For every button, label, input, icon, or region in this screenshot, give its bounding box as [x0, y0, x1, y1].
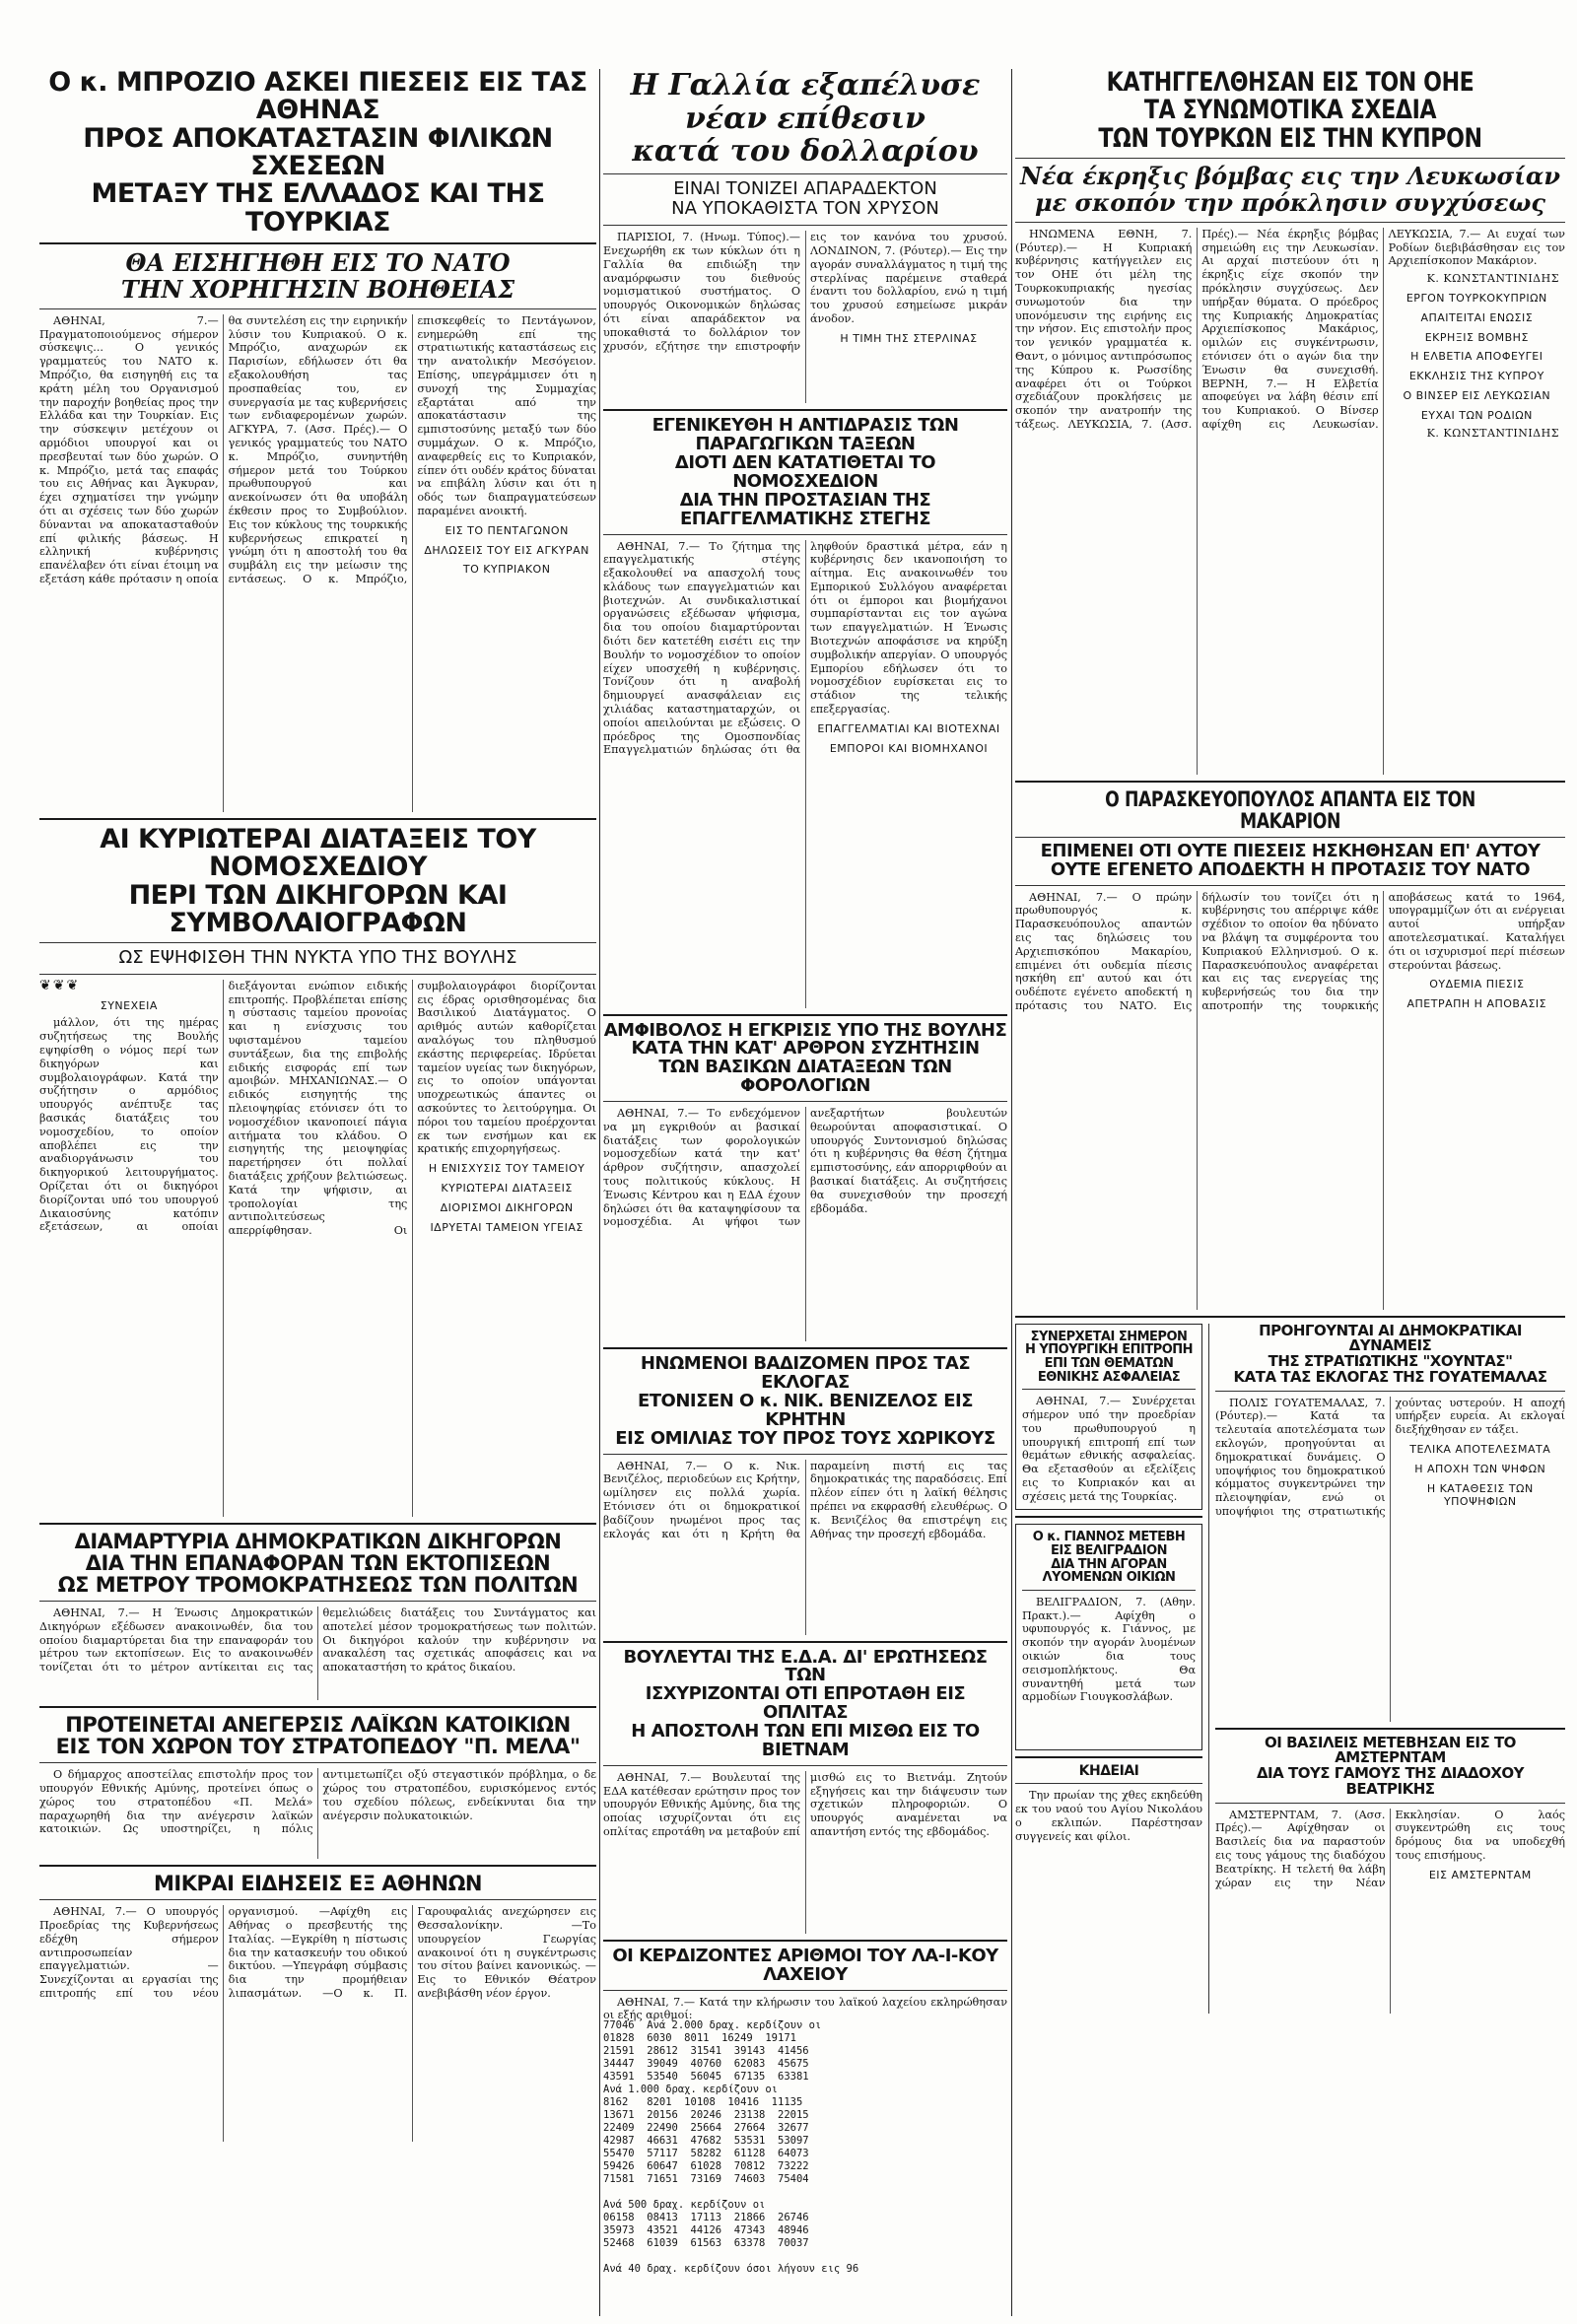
paraskevopoulos-deck [1015, 840, 1565, 880]
headline-line: ΣΥΝΕΡΧΕΤΑΙ ΣΗΜΕΡΟΝ [1030, 1329, 1188, 1344]
headline-line: ΠΕΡΙ ΤΩΝ ΔΙΚΗΓΟΡΩΝ ΚΑΙ ΣΥΜΒΟΛΑΙΟΓΡΑΦΩΝ [128, 879, 508, 938]
subheading: ΙΔΡΥΕΤΑΙ ΤΑΜΕΙΟΝ ΥΓΕΙΑΣ [430, 1220, 583, 1234]
tax-article [603, 1022, 1007, 1342]
eda-body [603, 1771, 1007, 1934]
democratic-headline [39, 1531, 596, 1596]
article-text: ΑΘΗΝΑΙ, 7.— Η Ένωσις Δημοκρατικών Δικηγόρων εξέδωσεν ανακοινωθέν, δια του οποίου διαμαρτύρεται δια την επαναφοράν του μέτρου των εκτοπίσεων. Εις το ανακοινωθέν τονίζεται ότι το μέτρον αντίκειται εις τας θεμελιώδεις διατάξεις του Συντάγματος και αποτελεί μέσον τρομοκρατήσεως των πολιτών. Οι δικηγόροι καλούν την κυβέρνησιν να ανακαλέση τας σχετικάς αποφάσεις και να αποκαταστήση το κράτος δικαίου. [39, 1606, 596, 1675]
byline: Κ. ΚΩΝΣΤΑΝΤΙΝΙΔΗΣ [1426, 272, 1559, 286]
headline-line: ΕΘΝΙΚΗΣ ΑΣΦΑΛΕΙΑΣ [1037, 1369, 1181, 1385]
headline-line: ΚΑΤΑ ΤΑΣ ΕΚΛΟΓΑΣ ΤΗΣ ΓΟΥΑΤΕΜΑΛΑΣ [1233, 1367, 1547, 1386]
belgrade-headline [1022, 1531, 1196, 1585]
producers-body [603, 540, 1007, 1008]
belgrade-body [1022, 1596, 1196, 1743]
paraskevopoulos-headline: Ο ΠΑΡΑΣΚΕΥΟΠΟΥΛΟΣ ΑΠΑΝΤΑ ΕΙΣ ΤΟΝ ΜΑΚΑΡΙΟΝ [1105, 787, 1475, 833]
headline-line: ΕΓΕΝΙΚΕΥΘΗ Η ΑΝΤΙΔΡΑΣΙΣ ΤΩΝ ΠΑΡΑΓΩΓΙΚΩΝ ΤΑΞΕΩΝ [651, 417, 959, 455]
france-article [603, 69, 1007, 403]
subheading: ΣΥΝΕΧΕΙΑ [100, 998, 158, 1012]
camp-body [39, 1768, 596, 1859]
bill-article [39, 826, 596, 1517]
ornament-icon: ❦❦❦ [39, 977, 81, 993]
cooperation-body [1022, 1395, 1196, 1503]
headline-line: ΤΩΝ ΤΟΥΡΚΩΝ ΕΙΣ ΤΗΝ ΚΥΠΡΟΝ [1098, 122, 1482, 154]
article-text: ΒΕΛΙΓΡΑΔΙΟΝ, 7. (Αθην. Πρακτ.).— Αφίχθη ο υφυπουργός κ. Γιάννος, με σκοπόν την αγοράν λυομένων οικιών δια τους σεισμοπλήκτους. Θα συναντηθή μετά των αρμοδίων Γιουγκοσλάβων. [1022, 1595, 1196, 1704]
lottery-headline: ΟΙ ΚΕΡΔΙΖΟΝΤΕΣ ΑΡΙΘΜΟΙ ΤΟΥ ΛΑ-Ι-ΚΟΥ ΛΑΧΕΙΟΥ [612, 1947, 998, 1985]
subheading: ΑΠΑΙΤΕΙΤΑΙ ΕΝΩΣΙΣ [1420, 310, 1534, 324]
producers-article [603, 417, 1007, 1007]
column-rule [1208, 1324, 1209, 2014]
byline: Κ. ΚΩΝΣΤΑΝΤΙΝΙΔΗΣ [1426, 426, 1559, 440]
left-column [39, 69, 596, 2316]
headline-line: ΒΟΥΛΕΥΤΑΙ ΤΗΣ Ε.Δ.Α. ΔΙ' ΕΡΩΤΗΣΕΩΣ ΤΩΝ [623, 1648, 988, 1686]
bill-deck: ΩΣ ΕΨΗΦΙΣΘΗ ΤΗΝ ΝΥΚΤΑ ΥΠΟ ΤΗΣ ΒΟΥΛΗΣ [118, 947, 517, 969]
headline-line: ΠΡΟΣ ΑΠΟΚΑΤΑΣΤΑΣΙΝ ΦΙΛΙΚΩΝ ΣΧΕΣΕΩΝ [83, 122, 553, 182]
subheading: Η ΚΑΤΑΘΕΣΙΣ ΤΩΝ ΥΠΟΨΗΦΙΩΝ [1426, 1481, 1534, 1509]
subheading: ΚΥΡΙΩΤΕΡΑΙ ΔΙΑΤΑΞΕΙΣ [441, 1182, 573, 1196]
right-column [1015, 69, 1565, 2316]
article-text: ΠΟΛΙΣ ΓΟΥΑΤΕΜΑΛΑΣ, 7. (Ρόυτερ).— Κατά τα τελευταία αποτελέσματα των εκλογών, προηγούνται αι δημοκρατικαί δυνάμεις. Ο υποψήφιος του δημοκρατικού κόμματος συγκεντρώνει την πλειοψηφίαν, ενώ οι υποψήφιοι της στρατιωτικής χούντας υστερούν. Η αποχή υπήρξεν ευρεία. Αι εκλογαί διεξήχθησαν εν τάξει. [1215, 1396, 1565, 1519]
article-text: ΑΘΗΝΑΙ, 7.— Κατά την κλήρωσιν του λαϊκού λαχείου εκληρώθησαν οι εξής αριθμοί: [603, 1995, 1007, 2022]
subheading: ΕΥΧΑΙ ΤΩΝ ΡΟΔΙΩΝ [1420, 408, 1533, 422]
democratic-body [39, 1606, 596, 1700]
headline-line: ΕΤΟΝΙΣΕΝ Ο κ. ΝΙΚ. ΒΕΝΙΖΕΛΟΣ ΕΙΣ ΚΡΗΤΗΝ [637, 1390, 974, 1430]
headline-line: ΔΙΑΜΑΡΤΥΡΙΑ ΔΗΜΟΚΡΑΤΙΚΩΝ ΔΙΚΗΓΟΡΩΝ [74, 1530, 562, 1553]
article-text: ΑΘΗΝΑΙ, 7.— Το ενδεχόμενον να μη εγκριθούν αι βασικαί διατάξεις των φορολογικών νομοσχεδίων κατά την κατ' άρθρον συζήτησιν, απασχολεί τους πολιτικούς κύκλους. Η Ένωσις Κέντρου και η ΕΔΑ έχουν δηλώσει ότι θα καταψηφίσουν τα νομοσχέδια. Αι ψήφοι των ανεξαρτήτων βουλευτών θεωρούνται αποφασιστικαί. Ο υπουργός Συντονισμού δηλώσας ότι η κυβέρνησις θα θέση ζήτημα εμπιστοσύνης, εάν απορριφθούν αι βασικαί διατάξεις. Αι συζητήσεις θα συνεχισθούν την προσεχή εβδομάδα. [603, 1107, 1007, 1229]
briefs-headline: ΜΙΚΡΑΙ ΕΙΔΗΣΕΙΣ ΕΞ ΑΘΗΝΩΝ [153, 1873, 482, 1896]
headline-line: ΔΙΟΤΙ ΔΕΝ ΚΑΤΑΤΙΘΕΤΑΙ ΤΟ ΝΟΜΟΣΧΕΔΙΟΝ [674, 451, 936, 492]
subheading: ΕΙΣ ΑΜΣΤΕΡΝΤΑΜ [1428, 1868, 1532, 1881]
headline-line: ΕΙΣ ΤΟΝ ΧΩΡΟΝ ΤΟΥ ΣΤΡΑΤΟΠΕΔΟΥ "Π. ΜΕΛΑ" [55, 1735, 581, 1759]
venizelos-headline [603, 1355, 1007, 1448]
bill-headline [39, 826, 596, 937]
lottery-article [603, 1948, 1007, 2276]
headline-line: ΗΝΩΜΕΝΟΙ ΒΑΔΙΖΟΜΕΝ ΠΡΟΣ ΤΑΣ ΕΚΛΟΓΑΣ [640, 1355, 971, 1393]
subheading: Η ΑΠΟΧΗ ΤΩΝ ΨΗΦΩΝ [1414, 1462, 1546, 1475]
headline-line: ΑΜΦΙΒΟΛΟΣ Η ΕΓΚΡΙΣΙΣ ΥΠΟ ΤΗΣ ΒΟΥΛΗΣ [603, 1021, 1007, 1041]
deck-line: ΕΙΝΑΙ ΤΟΝΙΖΕΙ ΑΠΑΡΑΔΕΚΤΟΝ [673, 177, 937, 199]
article-text: ΑΘΗΝΑΙ, 7.— Συνέρχεται σήμερον υπό την προεδρίαν του πρωθυπουργού η υπουργική επιτροπή επί των θεμάτων εθνικής ασφαλείας. Θα εξετασθούν αι εξελίξεις εις το Κυπριακόν και αι σχέσεις μετά της Τουρκίας. [1022, 1395, 1196, 1503]
headline-line: ΑΙ ΚΥΡΙΩΤΕΡΑΙ ΔΙΑΤΑΞΕΙΣ ΤΟΥ ΝΟΜΟΣΧΕΔΙΟΥ [100, 825, 536, 883]
headline-line: ΔΙΑ ΤΗΝ ΠΡΟΣΤΑΣΙΑΝ ΤΗΣ ΕΠΑΓΓΕΛΜΑΤΙΚΗΣ ΣΤΕΓΗΣ [679, 489, 931, 529]
article-text: ΠΑΡΙΣΙΟΙ, 7. (Ηνωμ. Τύπος).— Ενεχωρήθη εκ των κύκλων ότι η Γαλλία θα επιδιώξη την αναμόρφωσιν του διεθνούς νομισματικού συστήματος. Ο υπουργός Οικονομικών δηλώσας ότι είναι απαράδεκτον να υποκαθιστά το δολλάριον τον χρυσόν, εζήτησε την επιστροφήν εις τον κανόνα του χρυσού. ΛΟΝΔΙΝΟΝ, 7. (Ρόυτερ).— Εις την αγοράν συναλλάγματος η τιμή της στερλίνας παρέμεινε σταθερά έναντι του δολλαρίου, ενώ η τιμή του χρυσού εσημείωσε μικράν άνοδον. [603, 231, 1007, 353]
headline-line: ΤΩΝ ΒΑΣΙΚΩΝ ΔΙΑΤΑΞΕΩΝ ΤΩΝ ΦΟΡΟΛΟΓΙΩΝ [658, 1057, 952, 1097]
headline-line: ΠΡΟΤΕΙΝΕΤΑΙ ΑΝΕΓΕΡΣΙΣ ΛΑΪΚΩΝ ΚΑΤΟΙΚΙΩΝ [65, 1714, 571, 1738]
article-text: ΗΝΩΜΕΝΑ ΕΘΝΗ, 7. (Ρόυτερ).— Η Κυπριακή κυβέρνησις κατήγγειλεν εις τον ΟΗΕ ότι μέλη της Τουρκοκυπριακής ηγεσίας συνωμοτούν δια την υπονόμευσιν της ειρήνης εις την νήσον. Εις επιστολήν προς τον γενικόν γραμματέα κ. Θαντ, ο μόνιμος αντιπρόσωπος της Κύπρου κ. Ρωσσίδης αναφέρει ότι οι Τούρκοι σχεδιάζουν προκλήσεις με σκοπόν την ανατροπήν της τάξεως. ΛΕΥΚΩΣΙΑ, 7. (Ασσ. Πρές).— Νέα έκρηξις βόμβας σημειώθη εις την Λευκωσίαν. Αι αρχαί πιστεύουν ότι η έκρηξις είχε σκοπόν την πρόκλησιν συγχύσεως. Δεν υπήρξαν θύματα. Ο πρόεδρος της Κυπριακής Δημοκρατίας Αρχιεπίσκοπος Μακάριος, ομιλών εις συγκέντρωσιν, ετόνισεν ότι ο αγών δια την Ένωσιν θα συνεχισθή. ΒΕΡΝΗ, 7.— Η Ελβετία αποφεύγει να λάβη θέσιν επί του Κυπριακού. Ο Βίνσερ αφίχθη εις Λευκωσίαν. ΛΕΥΚΩΣΙΑ, 7.— Αι ευχαί των Ροδίων διεβιβάσθησαν εις τον Αρχιεπίσκοπον Μακάριον. [1015, 227, 1565, 431]
subheading: ΕΚΡΗΞΙΣ ΒΟΜΒΗΣ [1424, 330, 1529, 344]
article-text: ΑΘΗΝΑΙ, 7.— Το ζήτημα της επαγγελματικής στέγης εξακολουθεί να απασχολή τους κλάδους των επαγγελματιών και βιοτεχνών. Αι συνδικαλιστικαί οργανώσεις εξέδωσαν ψήφισμα, δια του οποίου διαμαρτύρονται διότι δεν κατετέθη εισέτι εις την Βουλήν το νομοσχέδιον το οποίον είχεν υποσχεθή η κυβέρνησις. Τονίζουν ότι η αναβολή δημιουργεί ανασφάλειαν εις χιλιάδας καταστηματαρχών, οι οποίοι απειλούνται με εξώσεις. Ο πρόεδρος της Ομοσπονδίας Επαγγελματιών δηλώσας ότι θα ληφθούν δραστικά μέτρα, εάν η κυβέρνησις δεν ικανοποιήση το αίτημα. Εις ανακοινωθέν του Εμπορικού Συλλόγου αναφέρεται ότι οι έμποροι και βιομήχανοι συμπαρίστανται εις τον αγώνα των επαγγελματιών. Η Ένωσις Βιοτεχνών αποφάσισε να κηρύξη συμβολικήν απεργίαν. Ο υπουργός Εμπορίου εδήλωσεν ότι το νομοσχέδιον ευρίσκεται εις το στάδιον της τελικής επεξεργασίας. [603, 539, 1007, 757]
article-text: ΑΘΗΝΑΙ, 7.— Πραγματοποιούμενος σήμερον σύσκεψις... Ο γενικός γραμματεύς του ΝΑΤΟ κ. Μπρόζιο, θα εισηγηθή εις τα κράτη μέλη του Οργανισμού την παροχήν βοηθείας προς την Ελλάδα και την Τουρκίαν. Εις την σύσκεψιν μετέχουν οι αρμόδιοι υπουργοί και οι πρεσβευταί των δύο χωρών. Ο κ. Μπρόζιο, μετά τας επαφάς του εις Αθήνας και Άγκυραν, έχει σχηματίσει την γνώμην ότι αι σχέσεις των δύο χωρών δύνανται να αποκατασταθούν επί φιλικής βάσεως. Η ελληνική κυβέρνησις επανέλαβεν ότι είναι έτοιμη να εξετάση κάθε πρότασιν η οποία θα συντελέση εις την ειρηνικήν λύσιν του Κυπριακού. Ο κ. Μπρόζιο, αναχωρών εκ Παρισίων, εδήλωσεν ότι θα εξακολουθήση τας προσπαθείας του, εν συνεργασία με τας κυβερνήσεις των ενδιαφερομένων χωρών. ΑΓΚΥΡΑ, 7. (Ασσ. Πρές).— Ο γενικός γραμματεύς του ΝΑΤΟ κ. Μπρόζιο, συνηντήθη σήμερον μετά του Τούρκου πρωθυπουργού και ανεκοίνωσεν ότι θα υποβάλη έκθεσιν προς το Συμβούλιον. Εις τον κύκλους της τουρκικής κυβερνήσεως επικρατεί η γνώμη ότι η αποστολή του θα συμβάλη εις την μείωσιν της εντάσεως. Ο κ. Μπρόζιο, επισκεφθείς το Πεντάγωνον, ενημερώθη επί της στρατιωτικής καταστάσεως εις την ανατολικήν Μεσόγειον. Επίσης, υπεγράμμισεν ότι η συνοχή της Συμμαχίας εξαρτάται από την αποκατάστασιν της εμπιστοσύνης μεταξύ των δύο συμμάχων. Ο κ. Μπρόζιο, αναφερθείς εις το Κυπριακόν, είπεν ότι ουδέν κράτος δύναται να επιβάλη λύσιν και ότι η οδός των διαπραγματεύσεων παραμένει ανοικτή. [39, 313, 596, 585]
tax-body [603, 1107, 1007, 1341]
lower-right-section [1015, 1324, 1565, 2014]
subheading: ΕΚΚΛΗΣΙΣ ΤΗΣ ΚΥΠΡΟΥ [1408, 370, 1544, 383]
cooperation-article [1015, 1324, 1202, 1511]
france-body [603, 231, 1007, 403]
subheading: ΔΙΟΡΙΣΜΟΙ ΔΙΚΗΓΟΡΩΝ [440, 1200, 574, 1214]
deck-line: ΤΗΝ ΧΟΡΗΓΗΣΙΝ ΒΟΗΘΕΙΑΣ [120, 274, 515, 304]
cooperation-headline [1022, 1331, 1196, 1385]
briefs-article [39, 1873, 596, 2142]
france-deck [603, 179, 1007, 220]
headline-line: ΜΕΤΑΞΥ ΤΗΣ ΕΛΛΑΔΟΣ ΚΑΙ ΤΗΣ ΤΟΥΡΚΙΑΣ [91, 178, 545, 238]
paraskevopoulos-body [1015, 891, 1565, 1310]
lead-headline [39, 69, 596, 237]
headline-line: κατά του δολλαρίου [632, 134, 979, 170]
democratic-lawyers-article [39, 1531, 596, 1700]
column-rule [1011, 69, 1012, 2316]
headline-line: Ο κ. ΓΙΑΝΝΟΣ ΜΕΤΕΒΗ [1032, 1530, 1186, 1545]
eda-headline [603, 1649, 1007, 1760]
headline-line: ΤΑ ΣΥΝΩΜΟΤΙΚΑ ΣΧΕΔΙΑ [1143, 95, 1437, 126]
guatemala-body [1215, 1397, 1565, 1722]
headline-line: ΛΥΟΜΕΝΩΝ ΟΙΚΙΩΝ [1042, 1570, 1176, 1586]
un-headline [1064, 69, 1516, 153]
subheading: Η ΤΙΜΗ ΤΗΣ ΣΤΕΡΛΙΝΑΣ [840, 331, 978, 345]
article-text: Την πρωίαν της χθες εκηδεύθη εκ του ναού του Αγίου Νικολάου ο εκλιπών. Παρέστησαν συγγενείς και φίλοι. [1015, 1789, 1202, 1843]
beatrix-article [1215, 1736, 1565, 2014]
briefs-body [39, 1905, 596, 2142]
lead-body [39, 314, 596, 812]
lottery-numbers: 77046 Ανά 2.000 δραχ. κερδίζουν οι 01828 6030 8011 16249 19171 21591 28612 31541 39143 41456 34447 39049 40760 62083 45675 43591 53540 56045 67135 63381 Ανά 1.000 δραχ. κερδίζουν οι 8162 8201 10108 10416 11135 13671 20156 20246 23138 22015 22409 22490 25664 27664 32677 42987 46631 47682 53531 53097 55470 57117 58282 61128 64073 59426 60647 61028 70812 73222 71581 71651 73169 74603 75404 Ανά 500 δραχ. κερδίζουν οι 06158 08413 17113 21866 26746 35973 43521 44126 47343 48946 52468 61039 61563 63378 70037 Ανά 40 δραχ. κερδίζουν όσοι λήγουν εις 96 [603, 2018, 859, 2275]
subheading: ΤΟ ΚΥΠΡΙΑΚΟΝ [462, 563, 551, 577]
funerals-body [1015, 1789, 1202, 1956]
deck-line: με σκοπόν την πρόκλησιν συγχύσεως [1035, 187, 1545, 217]
lower-right-subcolumn [1015, 1324, 1202, 2014]
guatemala-article [1215, 1324, 1565, 1722]
producers-headline [603, 417, 1007, 528]
headline-line: ΤΗΣ ΣΤΡΑΤΙΩΤΙΚΗΣ "ΧΟΥΝΤΑΣ" [1268, 1352, 1513, 1371]
subheading: ΑΠΕΤΡΑΠΗ Η ΑΠΟΒΑΣΙΣ [1406, 997, 1547, 1011]
guatemala-headline [1215, 1324, 1565, 1386]
un-article [1015, 69, 1565, 775]
article-text: Ο δήμαρχος αποστείλας επιστολήν προς τον υπουργόν Εθνικής Αμύνης, προτείνει όπως ο χώρος του στρατοπέδου «Π. Μελά» παραχωρηθή δια την ανέγερσιν λαϊκών κατοικιών. Ως υποστηρίζει, η πόλις αντιμετωπίζει οξύ στεγαστικόν πρόβλημα, ο δε χώρος του στρατοπέδου, ευρισκόμενος εντός του σχεδίου πόλεως, ενδείκνυται δια την ανέγερσιν πολυκατοικιών. [39, 1768, 596, 1836]
newspaper-page [39, 69, 1565, 2316]
headline-line: ΙΣΧΥΡΙΖΟΝΤΑΙ ΟΤΙ ΕΠΡΟΤΑΘΗ ΕΙΣ ΟΠΛΙΤΑΣ [645, 1683, 966, 1724]
subheading: ΤΕΛΙΚΑ ΑΠΟΤΕΛΕΣΜΑΤΑ [1409, 1443, 1551, 1457]
headline-line: ΔΙΑ ΤΟΥΣ ΓΑΜΟΥΣ ΤΗΣ ΔΙΑΔΟΧΟΥ ΒΕΑΤΡΙΚΗΣ [1256, 1764, 1525, 1798]
headline-line: ΕΠΙ ΤΩΝ ΘΕΜΑΤΩΝ [1044, 1355, 1174, 1371]
un-body [1015, 228, 1565, 775]
headline-line: Η ΑΠΟΣΤΟΛΗ ΤΩΝ ΕΠΙ ΜΙΣΘΩ ΕΙΣ ΤΟ ΒΙΕΤΝΑΜ [631, 1721, 980, 1760]
funerals-article [1015, 1764, 1202, 1957]
article-text: ΑΜΣΤΕΡΝΤΑΜ, 7. (Ασσ. Πρές).— Αφίχθησαν οι Βασιλείς δια να παραστούν εις τους γάμους της διαδόχου Βεατρίκης. Η τελετή θα λάβη χώραν εις την Νέαν Εκκλησίαν. Ο λαός συγκεντρώθη εις τους δρόμους δια να υποδεχθή τους επισήμους. [1215, 1808, 1565, 1889]
subheading: ΕΜΠΟΡΟΙ ΚΑΙ ΒΙΟΜΗΧΑΝΟΙ [829, 741, 989, 755]
headline-line: ΚΑΤΗΓΓΕΛΘΗΣΑΝ ΕΙΣ ΤΟΝ ΟΗΕ [1106, 69, 1474, 98]
subheading: Η ΕΝΙΣΧΥΣΙΣ ΤΟΥ ΤΑΜΕΙΟΥ [428, 1162, 585, 1176]
deck-line: ΟΥΤΕ ΕΓΕΝΕΤΟ ΑΠΟΔΕΚΤΗ Η ΠΡΟΤΑΣΙΣ ΤΟΥ ΝΑΤΟ [1050, 858, 1531, 880]
lottery-intro [603, 1995, 1007, 2022]
lower-right-main [1215, 1324, 1565, 2014]
headline-line: ΟΙ ΒΑΣΙΛΕΙΣ ΜΕΤΕΒΗΣΑΝ ΕΙΣ ΤΟ ΑΜΣΤΕΡΝΤΑΜ [1265, 1735, 1516, 1767]
headline-line: νέαν επίθεσιν [685, 101, 926, 136]
subheading: ΟΥΔΕΜΙΑ ΠΙΕΣΙΣ [1429, 978, 1525, 991]
subheading: ΕΠΑΓΓΕΛΜΑΤΙΑΙ ΚΑΙ ΒΙΟΤΕΧΝΑΙ [817, 721, 1000, 735]
article-text: ΑΘΗΝΑΙ, 7.— Ο πρώην πρωθυπουργός κ. Παρασκευόπουλος απαντών εις τας δηλώσεις του Αρχιεπισκόπου Μακαρίου, επιμένει ότι ουδεμία πίεσις ησκήθη επ' αυτού και ότι ουδέποτε εγένετο αποδεκτή η πρότασις του ΝΑΤΟ. Εις δήλωσίν του τονίζει ότι η κυβέρνησις του απέρριψε κάθε σχέδιον το οποίον θα ηδύνατο να βλάψη τα συμφέροντα του Κυπριακού Ελληνισμού. Ο κ. Παρασκευόπουλος αναφέρεται και εις τας ενεργείας της κυβερνήσεώς του δια την αποτροπήν της τουρκικής αποβάσεως κατά το 1964, υπογραμμίζων ότι αι ενέργειαι αυτοί υπήρξαν αποτελεσματικαί. Καταλήγει ότι οι ισχυρισμοί περί πιέσεων στερούνται βάσεως. [1015, 890, 1565, 1013]
deck-line: ΘΑ ΕΙΣΗΓΗΘΗ ΕΙΣ ΤΟ ΝΑΤΟ [125, 248, 511, 278]
headline-line: ΩΣ ΜΕΤΡΟΥ ΤΡΟΜΟΚΡΑΤΗΣΕΩΣ ΤΩΝ ΠΟΛΙΤΩΝ [57, 1572, 579, 1597]
beatrix-headline [1215, 1736, 1565, 1798]
un-deck [1015, 164, 1565, 217]
headline-line: ΕΙΣ ΟΜΙΛΙΑΣ ΤΟΥ ΠΡΟΣ ΤΟΥΣ ΧΩΡΙΚΟΥΣ [615, 1427, 995, 1449]
headline-line: ΔΙΑ ΤΗΝ ΕΠΑΝΑΦΟΡΑΝ ΤΩΝ ΕΚΤΟΠΙΣΕΩΝ [85, 1550, 551, 1575]
article-text: ΑΘΗΝΑΙ, 7.— Βουλευταί της ΕΔΑ κατέθεσαν ερώτησιν προς τον υπουργόν Εθνικής Αμύνης, δια της οποίας ισχυρίζονται ότι εις οπλίτας επροτάθη να μεταβούν επί μισθώ εις το Βιετνάμ. Ζητούν εξηγήσεις και την διάψευσιν των σχετικών πληροφοριών. Ο υπουργός αναμένεται να απαντήση εντός της εβδομάδος. [603, 1770, 1007, 1839]
article-text: μάλλον, ότι της ημέρας συζητήσεως της Βουλής εψηφίσθη ο νόμος περί των δικηγόρων και συμβολαιογράφων. Κατά την συζήτησιν ο αρμόδιος υπουργός ανέπτυξε τας βασικάς διατάξεις του νομοσχεδίου, το οποίον αποβλέπει εις την αναδιοργάνωσιν του δικηγορικού λειτουργήματος. Ορίζεται ότι οι δικηγόροι διορίζονται υπό του υπουργού Δικαιοσύνης κατόπιν εξετάσεων, αι οποίαι διεξάγονται ενώπιον ειδικής επιτροπής. Προβλέπεται επίσης η σύστασις ταμείου προνοίας και η ενίσχυσις του υφισταμένου ταμείου συντάξεων, δια της επιβολής ειδικής εισφοράς επί των αμοιβών. ΜΗΧΑΝΙΩΝΑΣ.— Ο ειδικός εισηγητής της πλειοψηφίας ετόνισεν ότι το νομοσχέδιον ικανοποιεί πάγια αιτήματα του κλάδου. Ο εισηγητής της μειοψηφίας παρετήρησεν ότι πολλαί διατάξεις χρήζουν βελτιώσεως. Κατά την ψήφισιν, αι τροπολογίαι της αντιπολιτεύσεως απερρίφθησαν. Οι συμβολαιογράφοι διορίζονται εις έδρας ορισθησομένας δια Βασιλικού Διατάγματος. Ο αριθμός αυτών καθορίζεται αναλόγως του πληθυσμού εκάστης περιφερείας. Ιδρύεται ταμείον υγείας των δικηγόρων, εις το οποίον υπάγονται υποχρεωτικώς άπαντες οι ασκούντες το λειτούργημα. Οι πόροι του ταμείου προέρχονται εκ των ενσήμων και εκ κρατικής επιχορηγήσεως. [39, 979, 596, 1238]
headline-line: Η ΥΠΟΥΡΓΙΚΗ ΕΠΙΤΡΟΠΗ [1024, 1342, 1194, 1358]
eda-article [603, 1649, 1007, 1934]
article-text: ΑΘΗΝΑΙ, 7.— Ο κ. Νικ. Βενιζέλος, περιοδεύων εις Κρήτην, ωμίλησεν εις πολλά χωρία. Ετόνισεν ότι οι δημοκρατικοί βαδίζουν ηνωμένοι προς τας εκλογάς και ότι η Κρήτη θα παραμείνη πιστή εις τας δημοκρατικάς της παραδόσεις. Επί πλέον είπεν ότι η λαϊκή θέλησις πρέπει να εκφρασθή ελευθέρως. Ο κ. Βενιζέλος θα επιστρέψη εις Αθήνας την προσεχή εβδομάδα. [603, 1459, 1007, 1540]
headline-line: ΕΙΣ ΒΕΛΙΓΡΑΔΙΟΝ [1050, 1542, 1167, 1558]
funerals-headline: ΚΗΔΕΙΑΙ [1078, 1763, 1139, 1779]
deck-line: ΝΑ ΥΠΟΚΑΘΙΣΤΑ ΤΟΝ ΧΡΥΣΟΝ [671, 198, 939, 220]
headline-line: ΚΑΤΑ ΤΗΝ ΚΑΤ' ΑΡΘΡΟΝ ΣΥΖΗΤΗΣΙΝ [631, 1038, 980, 1059]
subheading: ΕΡΓΟΝ ΤΟΥΡΚΟΚΥΠΡΙΩΝ [1406, 291, 1547, 305]
bill-body [39, 977, 596, 1517]
subheading: Η ΕΛΒΕΤΙΑ ΑΠΟΦΕΥΓΕΙ [1410, 350, 1543, 364]
france-headline [603, 69, 1007, 169]
deck-line: Νέα έκρηξις βόμβας εις την Λευκωσίαν [1020, 162, 1560, 191]
beatrix-body [1215, 1809, 1565, 2014]
paraskevopoulos-article [1015, 788, 1565, 1310]
venizelos-body [603, 1460, 1007, 1635]
deck-line: ΕΠΙΜΕΝΕΙ ΟΤΙ ΟΥΤΕ ΠΙΕΣΕΙΣ ΗΣΚΗΘΗΣΑΝ ΕΠ' ΑΥΤΟΥ [1040, 840, 1541, 861]
middle-column [603, 69, 1007, 2316]
subheading: ΔΗΛΩΣΕΙΣ ΤΟΥ ΕΙΣ ΑΓΚΥΡΑΝ [424, 543, 589, 557]
camp-headline [39, 1714, 596, 1757]
article-text: ΑΘΗΝΑΙ, 7.— Ο υπουργός Προεδρίας της Κυβερνήσεως εδέχθη σήμερον αντιπροσωπείαν επαγγελματιών. —Συνεχίζονται αι εργασίαι της επιτροπής επί του νέου οργανισμού. —Αφίχθη εις Αθήνας ο πρεσβευτής της Ιταλίας. —Εγκρίθη η πίστωσις δια την κατασκευήν του οδικού δικτύου. —Υπεγράφη σύμβασις δια την προμήθειαν λιπασμάτων. —Ο κ. Π. Γαρουφαλιάς ανεχώρησεν εις Θεσσαλονίκην. —Το υπουργείον Γεωργίας ανακοινοί ότι η συγκέντρωσις του σίτου βαίνει κανονικώς. —Εις το Εθνικόν Θέατρον ανεβιβάσθη νέον έργον. [39, 1905, 596, 2000]
belgrade-article [1015, 1524, 1202, 1750]
lead-deck [39, 250, 596, 304]
subheading: Ο ΒΙΝΣΕΡ ΕΙΣ ΛΕΥΚΩΣΙΑΝ [1403, 388, 1551, 402]
headline-line: ΠΡΟΗΓΟΥΝΤΑΙ ΑΙ ΔΗΜΟΚΡΑΤΙΚΑΙ ΔΥΝΑΜΕΙΣ [1259, 1323, 1522, 1355]
tax-headline [603, 1022, 1007, 1097]
lead-article [39, 69, 596, 812]
headline-line: ΔΙΑ ΤΗΝ ΑΓΟΡΑΝ [1051, 1556, 1167, 1572]
venizelos-article [603, 1355, 1007, 1634]
camp-article [39, 1714, 596, 1859]
column-rule [599, 69, 600, 2316]
subheading: ΕΙΣ ΤΟ ΠΕΝΤΑΓΩΝΟΝ [445, 523, 569, 537]
headline-line: Η Γαλλία εξαπέλυσε [630, 69, 981, 103]
headline-line: Ο κ. ΜΠΡΟΖΙΟ ΑΣΚΕΙ ΠΙΕΣΕΙΣ ΕΙΣ ΤΑΣ ΑΘΗΝΑΣ [48, 69, 587, 126]
